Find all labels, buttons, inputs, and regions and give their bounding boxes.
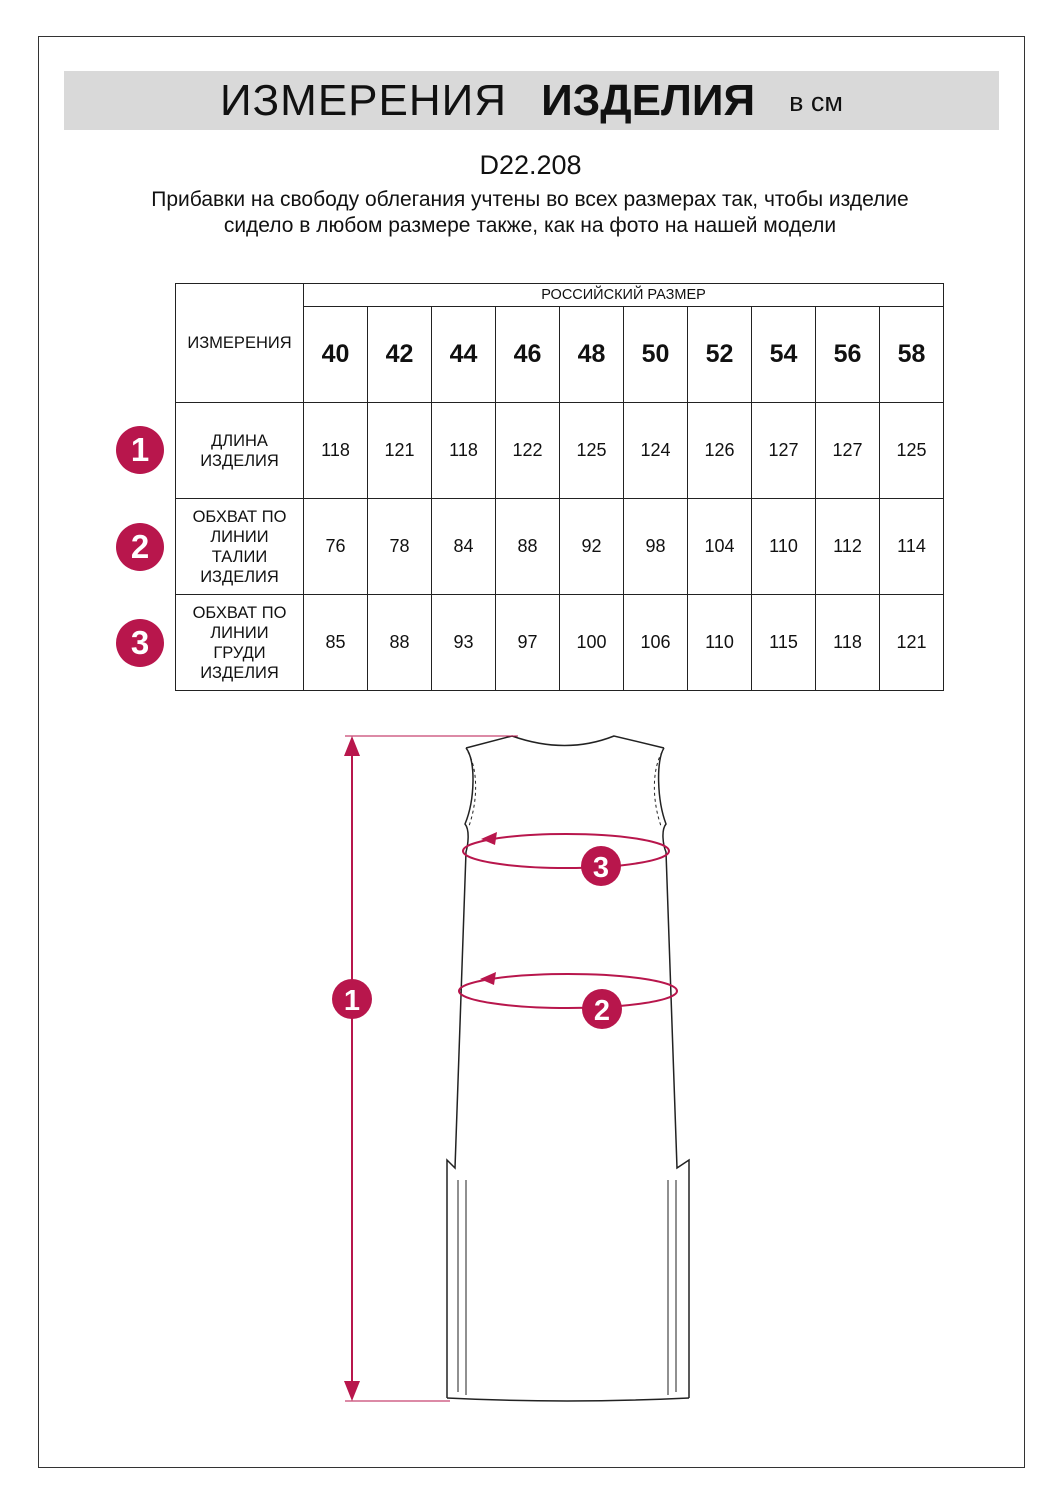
value-cell: 122 — [496, 403, 560, 499]
row-number-badge-2: 2 — [116, 523, 164, 571]
size-cell: 58 — [880, 307, 944, 403]
size-cell: 42 — [368, 307, 432, 403]
value-cell: 126 — [688, 403, 752, 499]
row-label-line: ЛИНИИ — [210, 623, 269, 642]
length-arrow-bottom — [344, 1381, 360, 1401]
size-cell: 54 — [752, 307, 816, 403]
value-cell: 110 — [752, 499, 816, 595]
row-label-line: ЛИНИИ — [210, 527, 269, 546]
row-number-badge-3: 3 — [116, 619, 164, 667]
value-cell: 88 — [496, 499, 560, 595]
value-cell: 78 — [368, 499, 432, 595]
value-cell: 84 — [432, 499, 496, 595]
size-cell: 52 — [688, 307, 752, 403]
row-label-line: ОБХВАТ ПО — [192, 603, 287, 622]
size-cell: 50 — [624, 307, 688, 403]
fit-note: Прибавки на свободу облегания учтены во всех размерах так, чтобы изделие сидело в любом размере также, как на фото на нашей модели — [151, 188, 909, 237]
length-arrow-top — [344, 736, 360, 756]
row-label-line: ГРУДИ — [213, 643, 266, 662]
chest-arrowhead — [481, 832, 497, 845]
value-cell: 97 — [496, 595, 560, 691]
row-label-line: ИЗДЕЛИЯ — [200, 451, 279, 470]
value-cell: 127 — [816, 403, 880, 499]
value-cell: 114 — [880, 499, 944, 595]
value-cell: 118 — [816, 595, 880, 691]
row-label-line: ИЗДЕЛИЯ — [200, 567, 279, 586]
diagram-marker-1 — [332, 979, 372, 1019]
size-cell: 48 — [560, 307, 624, 403]
product-code: D22.208 — [479, 150, 582, 180]
right-slit — [668, 1180, 676, 1395]
value-cell: 104 — [688, 499, 752, 595]
size-cell: 46 — [496, 307, 560, 403]
value-cell: 124 — [624, 403, 688, 499]
row-label-line: ОБХВАТ ПО — [192, 507, 287, 526]
value-cell: 115 — [752, 595, 816, 691]
value-cell: 127 — [752, 403, 816, 499]
value-cell: 118 — [432, 403, 496, 499]
value-cell: 76 — [304, 499, 368, 595]
dress-hem — [447, 1398, 689, 1401]
value-cell: 93 — [432, 595, 496, 691]
row-label-line: ТАЛИИ — [211, 547, 268, 566]
value-cell: 125 — [560, 403, 624, 499]
waist-arrowhead — [480, 972, 496, 985]
size-header: РОССИЙСКИЙ РАЗМЕР — [304, 284, 944, 307]
size-cell: 44 — [432, 307, 496, 403]
left-slit — [458, 1180, 466, 1395]
title-word-measurements: ИЗМЕРЕНИЯ — [219, 75, 508, 125]
diagram-marker-2 — [582, 989, 622, 1029]
value-cell: 92 — [560, 499, 624, 595]
row-number-badge-1: 1 — [116, 426, 164, 474]
value-cell: 118 — [304, 403, 368, 499]
right-armhole-stitch — [654, 752, 662, 826]
diagram-marker-3-label: 3 — [592, 852, 610, 884]
value-cell: 100 — [560, 595, 624, 691]
row-label-line: ИЗДЕЛИЯ — [200, 663, 279, 682]
size-cell: 40 — [304, 307, 368, 403]
dress-silhouette — [447, 736, 689, 1401]
measurement-arrowheads — [344, 736, 497, 1401]
diagram-marker-2-label: 2 — [593, 995, 611, 1027]
row-label-line: ДЛИНА — [211, 431, 268, 450]
measurement-marks — [345, 736, 677, 1401]
value-cell: 121 — [880, 595, 944, 691]
value-cell: 112 — [816, 499, 880, 595]
diagram-marker-1-label: 1 — [343, 985, 361, 1017]
value-cell: 110 — [688, 595, 752, 691]
diagram-marker-3 — [581, 846, 621, 886]
value-cell: 98 — [624, 499, 688, 595]
title-word-product: ИЗДЕЛИЯ — [541, 75, 756, 125]
value-cell: 121 — [368, 403, 432, 499]
value-cell: 125 — [880, 403, 944, 499]
measure-header: ИЗМЕРЕНИЯ — [176, 284, 304, 403]
value-cell: 85 — [304, 595, 368, 691]
title-unit: в см — [789, 87, 843, 117]
value-cell: 88 — [368, 595, 432, 691]
dress-neckline — [466, 736, 664, 748]
size-cell: 56 — [816, 307, 880, 403]
value-cell: 106 — [624, 595, 688, 691]
